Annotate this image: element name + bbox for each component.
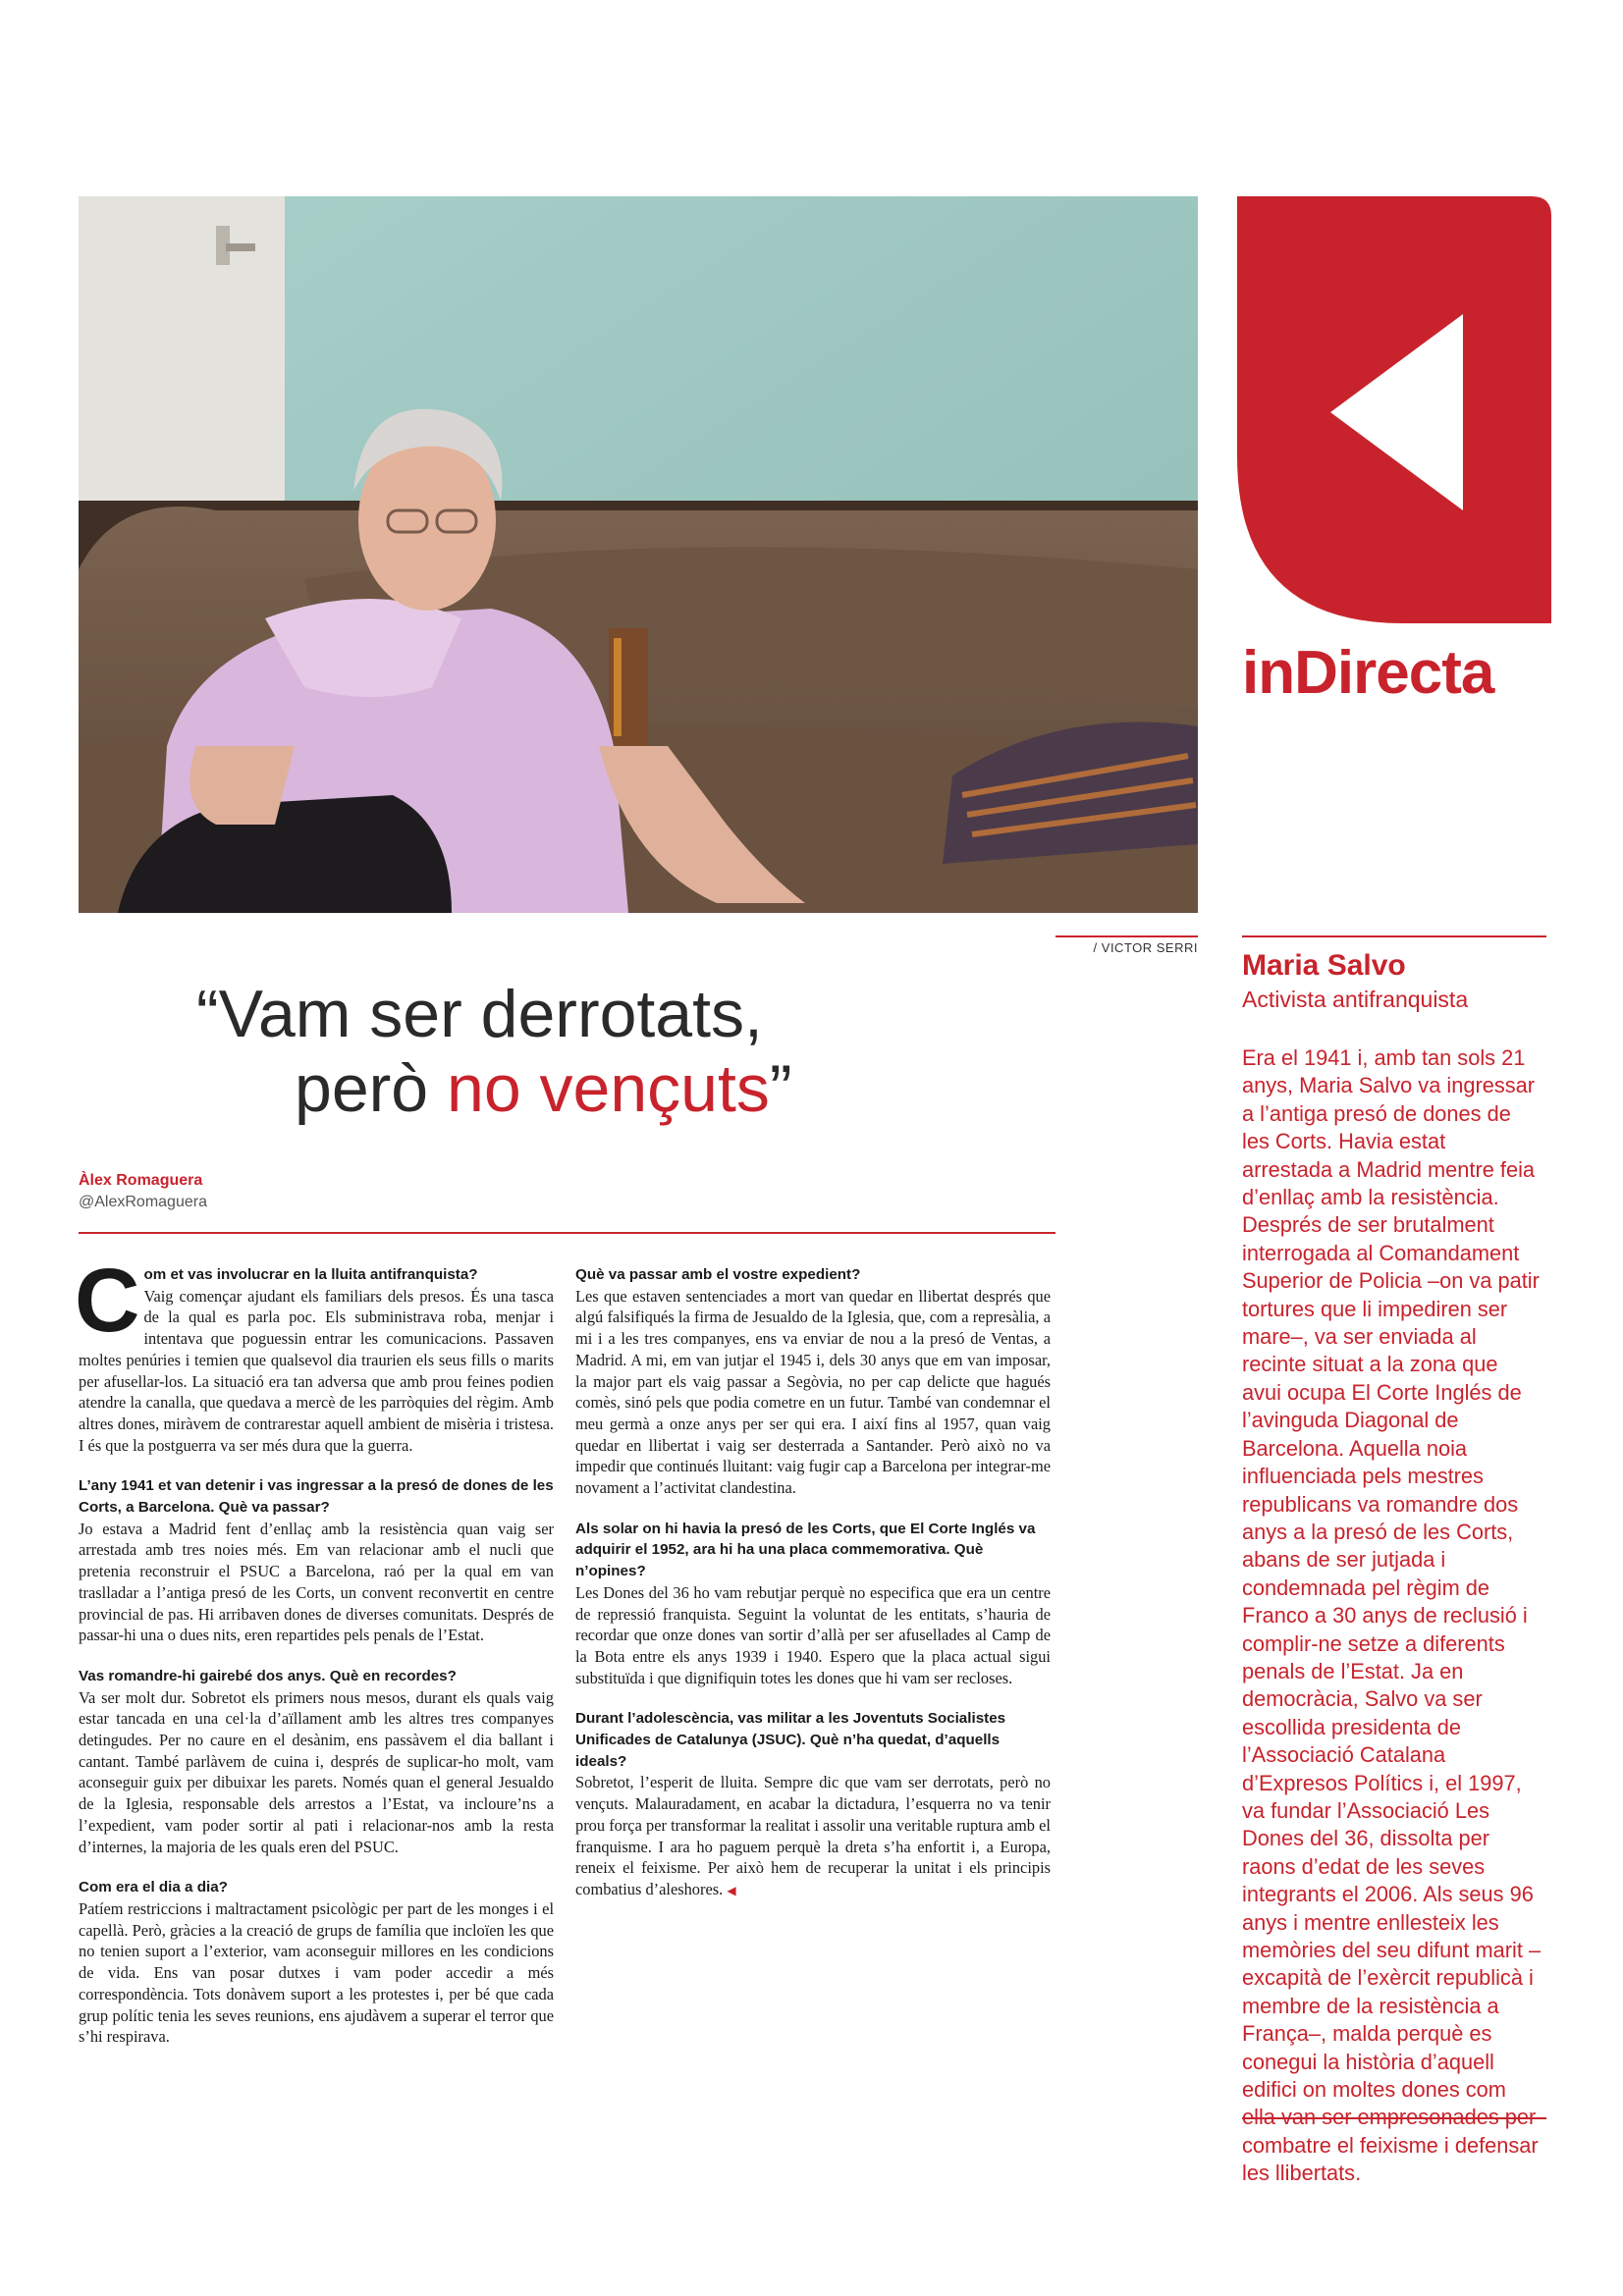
answer-4: Patíem restriccions i maltractament psicològic per part de les monges i el capellà. Però, gràcies a la creació de grups de família que incloïen les que no tenien suport a l’exterior, vam aconseguir millores en les condicions de vida. Ens van posar dutxes i vam poder accedir a més correspondència. Tots donàvem suport a les protestes i, per bé que cada grup polític tenia les seves reunions, ens ajudàvem a superar el terror que s’hi respirava. [79, 1898, 554, 2047]
answer-3: Va ser molt dur. Sobretot els primers nous mesos, durant els quals vaig estar tancada en una cel·la d’aïllament amb les altres tres companyes detingudes. Per no caure en el desànim, ens passàvem el dia ballant i cantant. També parlàvem de cuina i, després de suplicar-ho molt, vam aconseguir guix per dibuixar les parets. Només quan el general Jesualdo de la Iglesia, responsable dels arrestos a l’Estat, va incloure’ns a l’expedient, vam poder sortir al pati i relacionar-nos amb la resta d’internes, la majoria de les quals eren del PSUC. [79, 1687, 554, 1856]
question-1: Com et vas involucrar en la lluita antifranquista? [75, 1251, 478, 1351]
headline-accent: no vençuts [447, 1051, 770, 1126]
sidebar-top-rule [1242, 935, 1546, 937]
answer-6: Les Dones del 36 ho vam rebutjar perquè no especifica que era un centre de repressió franquista. Seguint la voluntat de les entitats, s’hauria de recordar que onze dones van sortir d’allà per ser afusellades al Camp de la Bota entre els anys 1939 i 1940. Espero que la placa actual sigui substituïda i que dignifiquin totes les dones que hi vam ser recloses. [575, 1582, 1051, 1687]
headline-line-2: però no vençuts” [295, 1051, 792, 1126]
headline-quote [196, 977, 1080, 1126]
interview-column-left [75, 1251, 554, 2067]
indirecta-logo-icon [1237, 196, 1551, 623]
profile-name: Maria Salvo [1242, 949, 1406, 982]
portrait-illustration [79, 196, 1198, 913]
portrait-photo [79, 196, 1198, 913]
photo-credit: / VICTOR SERRI [1093, 940, 1198, 955]
brand-wordmark: inDirecta [1242, 639, 1494, 707]
question-4: Com era el dia a dia? [79, 1879, 228, 1896]
end-mark-icon: ◀ [727, 1883, 736, 1897]
answer-7: Sobretot, l’esperit de lluita. Sempre dic que vam ser derrotats, però no vençuts. Malauradament, en acabar la dictadura, l’esquerra no va tenir prou força per transformar la realitat i assolir una veritable ruptura amb el franquisme. I ara ho paguem perquè la dreta s’ha enfortit i, a Europa, reneix el feixisme. Per això hem de recuperar la unitat i els principis combatius d’aleshores. ◀ [575, 1773, 1051, 1898]
byline-rule [79, 1232, 1055, 1234]
question-5: Què va passar amb el vostre expedient? [575, 1266, 861, 1283]
question-3: Vas romandre-hi gairebé dos anys. Què en recordes? [79, 1667, 457, 1684]
answer-5: Les que estaven sentenciades a mort van quedar en llibertat després que algú falsifiqués la firma de Jesualdo de la Iglesia, que, com a represàlia, a mi i a les tres companyes, ens va enviar de nou a la presó de Ventas, a Madrid. A mi, em van jutjar el 1945 i, dels 30 anys que em van imposar, la major part els vaig passar a Segòvia, no per cap delicte que hagués comès, sinó pels que podia cometre en un futur. També van condemnar el meu germà a onze anys per ser qui era. I així fins al 1957, quan vaig quedar en llibertat i vaig ser desterrada a Santander. Però això no va impedir que continués lluitant: vaig fugir cap a Barcelona per integrar-me novament a l’activitat clandestina. [575, 1286, 1051, 1498]
interview-column-middle [575, 1264, 1051, 1922]
author-handle[interactable]: @AlexRomaguera [79, 1194, 207, 1210]
credit-rule [1055, 935, 1198, 937]
question-7: Durant l’adolescència, vas militar a les Joventuts Socialistes Unificades de Catalunya (JSUC). Què n’ha quedat, d’aquells ideals? [575, 1710, 1006, 1770]
author-name: Àlex Romaguera [79, 1172, 203, 1189]
headline-line-1: “Vam ser derrotats, [196, 977, 763, 1051]
drop-cap: C [75, 1251, 140, 1351]
answer-2: Jo estava a Madrid fent d’enllaç amb la resistència quan vaig ser arrestada amb tres noies més. Em van relacionar amb el nucli que pretenia reconstruir el PSUC a Barcelona, raó per la qual em van traslladar a l’antiga presó de les Corts, un convent reconvertit en centre provincial de pas. Hi arribaven dones de diverses comunitats. Després de passar-hi una o dues nits, eren repartides pels penals de l’Estat. [79, 1519, 554, 1645]
byline [79, 1170, 207, 1213]
question-6: Als solar on hi havia la presó de les Corts, que El Corte Inglés va adquirir el 1952, ara hi ha una placa commemorativa. Què n’opines? [575, 1520, 1036, 1580]
answer-1: Vaig començar ajudant els familiars dels presos. És una tasca de la qual es parla poc. Els subministrava roba, menjar i intentava que poguessin entrar les comunicacions. Passaven moltes penúries i temien que qualsevol dia traurien els seus fills o marits per afusellar-los. La situació era tan adversa que amb prou feines podien atendre la canalla, que quedava a mercè de les parròquies del règim. Amb altres dones, miràvem de contrarestar aquell ambient de misèria i tristesa. I és que la postguerra va ser més dura que la guerra. [79, 1286, 554, 1455]
question-2: L’any 1941 et van detenir i vas ingressar a la presó de dones de les Corts, a Barcelona. Què va passar? [79, 1477, 554, 1517]
profile-bio: Era el 1941 i, amb tan sols 21 anys, Maria Salvo va ingressar a l’antiga presó de dones de les Corts. Havia estat arrestada a Madrid mentre feia d’enllaç amb la resistència. Després de ser brutalment interrogada al Comandament Superior de Policia –on va patir tortures que li impediren ser mare–, va ser enviada al recinte situat a la zona que avui ocupa El Corte Inglés de l’avinguda Diagonal de Barcelona. Aquella noia influenciada pels mestres republicans va romandre dos anys a la presó de les Corts, abans de ser jutjada i condemnada pel règim de Franco a 30 anys de reclusió i complir-ne setze a diferents penals de l’Estat. Ja en democràcia, Salvo va ser escollida presidenta de l’Associació Catalana d’Expresos Polítics i, el 1997, va fundar l’Associació Les Dones del 36, dissolta per raons d’edat de les seves integrants el 2006. Als seus 96 anys i mentre enllesteix les memòries del seu difunt marit –excapità de l’exèrcit republicà i membre de la resistència a França–, malda perquè es conegui la història d’aquell edifici on moltes dones com ella van ser empresonades per combatre el feixisme i defensar les llibertats. [1242, 1045, 1542, 2186]
profile-role: Activista antifranquista [1242, 987, 1469, 1012]
